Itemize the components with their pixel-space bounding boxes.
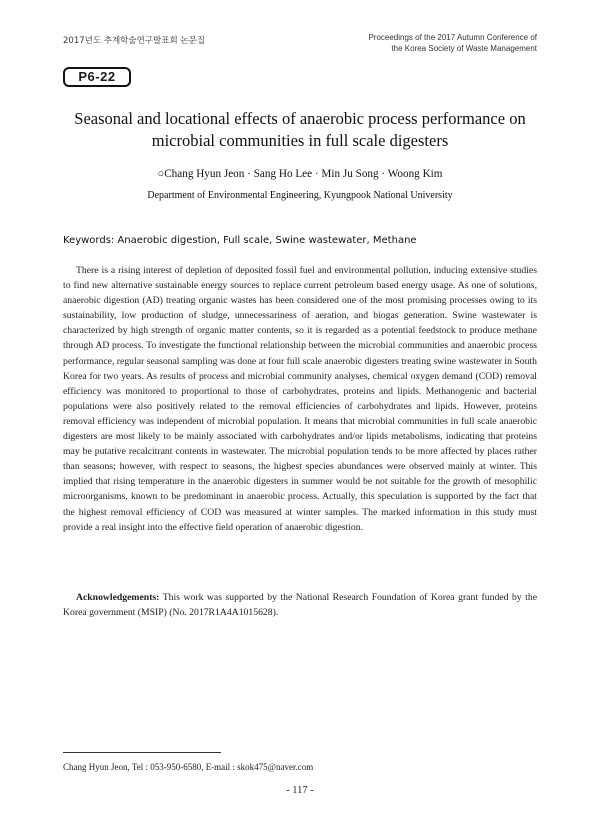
running-header-left: 2017년도 추계학술연구발표회 논문집 — [63, 36, 205, 46]
author-names: Chang Hyun Jeon · Sang Ho Lee · Min Ju Song · Woong Kim — [164, 168, 443, 180]
acknowledgements — [63, 590, 537, 620]
paper-id-badge: P6-22 — [63, 67, 131, 87]
running-header-right — [277, 32, 537, 54]
acknowledgements-text: This work was supported by the National Research Foundation of Korea grant funded by the Korea government (MSIP) (No. 2017R1A4A1015628). — [63, 592, 537, 619]
running-header-right-line1: Proceedings of the 2017 Autumn Conference of — [368, 33, 537, 42]
paper-title: Seasonal and locational effects of anaerobic process performance on microbial communities in full scale digesters — [74, 109, 526, 150]
footnote-divider — [63, 752, 221, 753]
presenter-marker: ○ — [157, 168, 165, 180]
page-number: - 117 - — [286, 785, 314, 796]
acknowledgements-label: Acknowledgements: — [76, 592, 160, 603]
abstract-body: There is a rising interest of depletion of deposited fossil fuel and environmental pollution, inducing extensive studies to find new alternative sustainable energy sources to replace current petroleum based energy usage. As one of solutions, anaerobic digestion (AD) treating organic wastes has been considered one of the most promising processes owing to its sustainability, low production of sludge, unnecessariness of aeration, and biogas generation. Swine wastewater is characterized by high strength of organic matter contents, so it is regarded as a potential feedstock to produce methane through AD process. To investigate the functional relationship between the microbial communities and anaerobic process performance, regular seasonal sampling was done at four full scale anaerobic digesters treating swine wastewater in South Korea for two years. As results of process and microbial community analyses, chemical oxygen demand (COD) removal efficiency was monitored to proportional to those of carbohydrates, proteins and lipids. Methanogenic and bacterial populations were also positively related to the removal efficiencies of carbohydrates and lipids. However, proteins removal efficiency was independent of microbial population. It means that microbial communities in full scale anaerobic digesters are most likely to be mainly associated with carbohydrates and/or lipids metabolisms, indicating that proteins may be putative recalcitrant contents in wastewater. The microbial population tends to be more affected by places rather than seasons; however, with respect to seasons, the highest species abundances were observed mainly at winter. This implied that rising temperature in the anaerobic digesters in summer would be not suitable for the growth of mesophilic microorganisms, known to be predominant in anaerobic process. Actually, this speculation is supported by the fact that the highest removal efficiency of COD was measured at winter samples. The marked information in this study must provide a real insight into the effective field operation of anaerobic digestion. — [63, 265, 537, 533]
running-header-right-line2: the Korea Society of Waste Management — [391, 44, 537, 53]
affiliation: Department of Environmental Engineering, Kyungpook National University — [147, 190, 453, 201]
author-list — [63, 168, 537, 180]
corresponding-author-footnote: Chang Hyun Jeon, Tel : 053-950-6580, E-mail : skok475@naver.com — [63, 762, 314, 772]
keywords: Keywords: Anaerobic digestion, Full scale, Swine wastewater, Methane — [63, 235, 417, 246]
